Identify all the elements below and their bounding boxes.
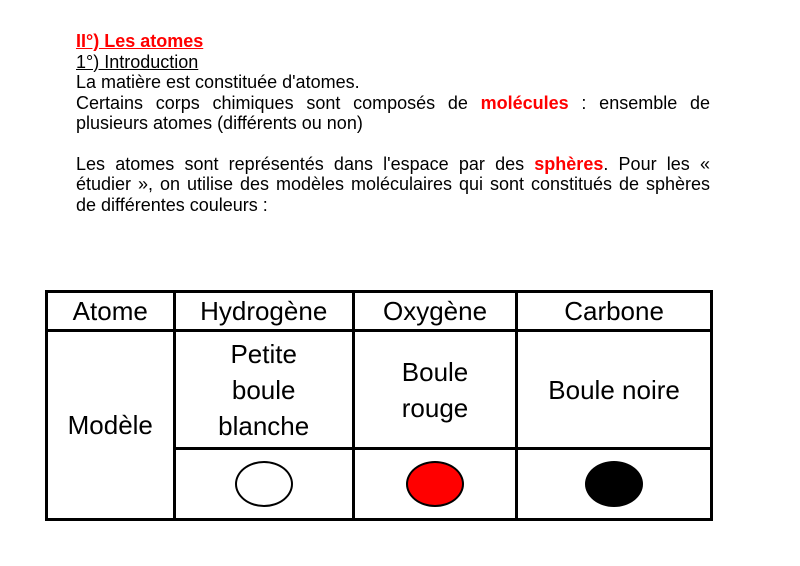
oxygen-desc-line-1: Boule <box>401 356 469 387</box>
spheres-paragraph <box>76 154 710 216</box>
atom-models-table <box>45 290 713 521</box>
hydrogen-ball-cell <box>174 449 353 520</box>
subsection-heading: 1°) Introduction <box>76 51 199 72</box>
carbon-description-cell <box>517 331 712 449</box>
header-oxygen: Oxygène <box>353 292 516 331</box>
black-sphere-icon <box>585 461 643 507</box>
hydrogen-desc-line-1: Petite <box>230 338 297 369</box>
table-header-row <box>47 292 712 331</box>
spheres-text-after: . Pour les « étudier », on utilise des modèles moléculaires qui sont constitués de sphères de différentes couleurs : <box>76 153 710 215</box>
section-heading: II°) Les atomes <box>76 31 204 51</box>
white-sphere-icon <box>235 461 293 507</box>
oxygen-description-cell <box>353 331 516 449</box>
spheres-text-before: Les atomes sont représentés dans l'espace par des <box>76 153 535 174</box>
oxygen-desc-line-2: rouge <box>401 392 469 423</box>
spheres-highlight: sphères <box>534 153 604 174</box>
header-atom: Atome <box>47 292 175 331</box>
hydrogen-desc-line-3: blanche <box>218 410 310 441</box>
model-label: Modèle <box>67 410 153 440</box>
intro-text-block <box>76 31 710 215</box>
intro-line-text: La matière est constituée d'atomes. <box>76 72 360 92</box>
carbon-desc: Boule noire <box>548 374 680 405</box>
carbon-ball-cell <box>517 449 712 520</box>
header-hydrogen: Hydrogène <box>174 292 353 331</box>
red-sphere-icon <box>406 461 464 507</box>
table-description-row <box>47 331 712 449</box>
hydrogen-description-cell <box>174 331 353 449</box>
molecules-highlight: molécules <box>480 92 569 113</box>
header-carbon: Carbone <box>517 292 712 331</box>
molecules-paragraph <box>76 93 710 134</box>
molecules-text-after: : ensemble de plusieurs atomes (différents ou non) <box>76 92 710 133</box>
oxygen-ball-cell <box>353 449 516 520</box>
molecules-text-before: Certains corps chimiques sont composés de <box>76 92 481 113</box>
hydrogen-desc-line-2: boule <box>231 374 296 405</box>
intro-line <box>76 72 710 93</box>
model-label-cell <box>47 331 175 520</box>
paragraph-gap <box>76 134 710 154</box>
